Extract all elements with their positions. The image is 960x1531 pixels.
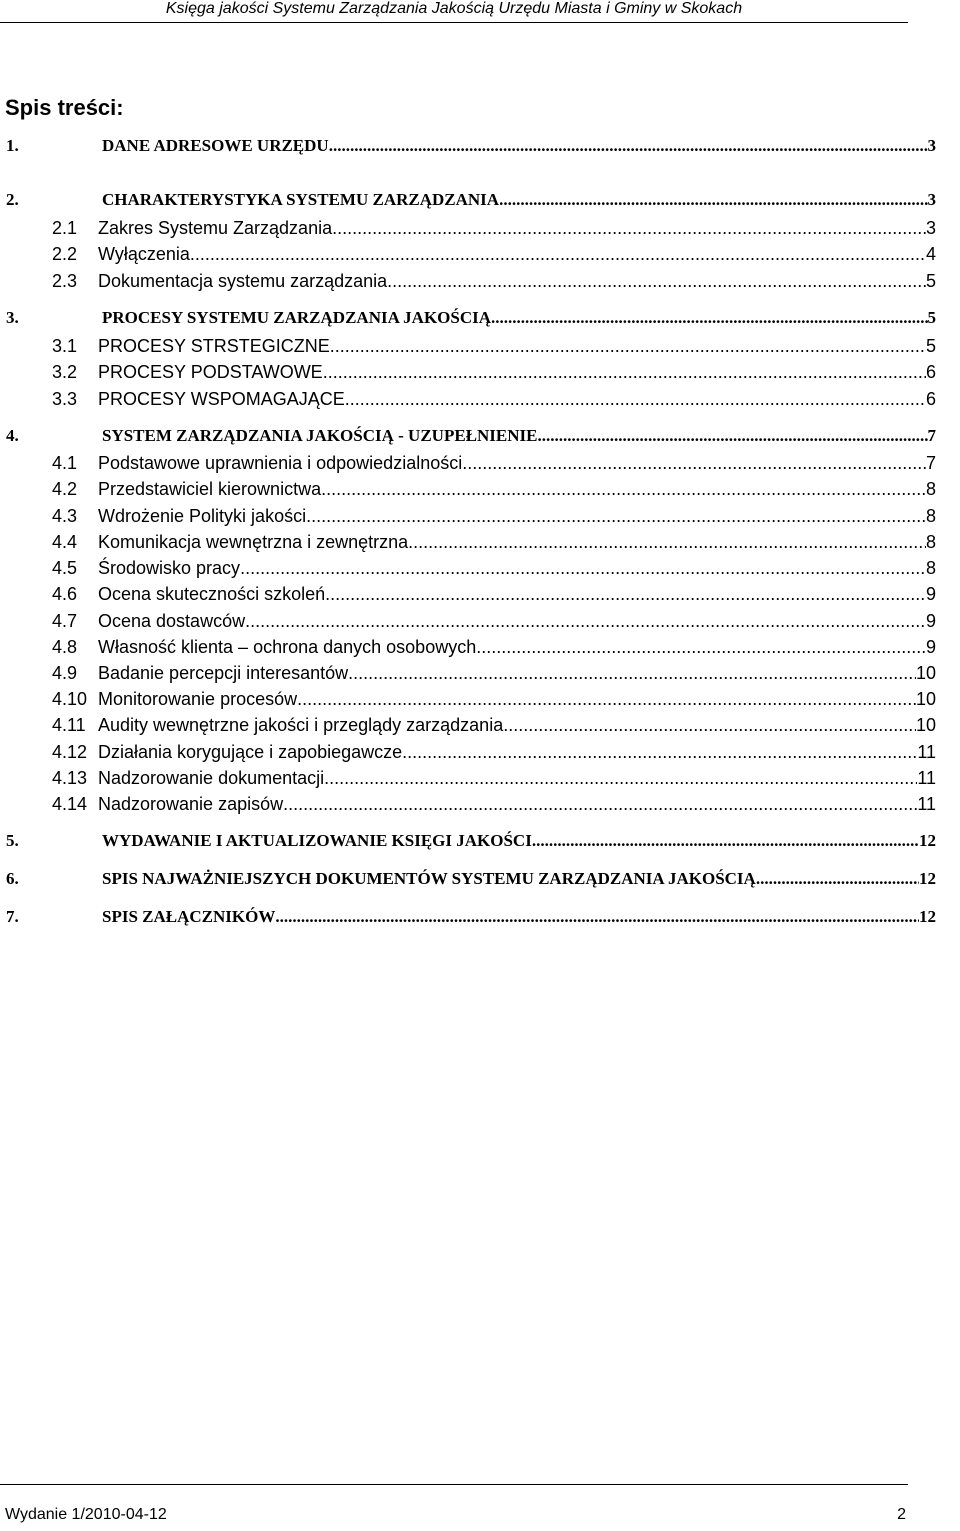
toc-entry-page: 4 (925, 244, 936, 264)
toc-entry-page: 12 (919, 831, 936, 850)
toc-entry-page: 3 (927, 136, 936, 155)
toc-entry-page: 6 (925, 362, 936, 382)
toc-entry[interactable] (6, 907, 936, 927)
toc-entry-number: 6. (6, 869, 19, 888)
toc-entry-page: 10 (915, 715, 936, 735)
toc-entry-leader (408, 531, 926, 553)
toc-entry-number: 2. (6, 190, 19, 209)
toc-entry-title: Monitorowanie procesów (98, 689, 298, 709)
toc-entry-leader (387, 270, 926, 292)
toc-entry-leader (321, 478, 926, 500)
toc-entry-page: 8 (925, 558, 936, 578)
toc-entry-title: Ocena dostawców (98, 611, 246, 631)
toc-title: Spis treści: (5, 95, 124, 120)
toc-entry[interactable] (52, 741, 936, 763)
toc-entry-leader (329, 136, 928, 156)
toc-entry-number: 4.6 (52, 584, 78, 604)
toc-entry-number: 4.3 (52, 506, 78, 526)
toc-entry-title: Dokumentacja systemu zarządzania (98, 271, 388, 291)
footer-divider (0, 1484, 908, 1485)
toc-entry-number: 4.9 (52, 663, 78, 683)
toc-entry[interactable] (52, 452, 936, 474)
toc-entry-leader (756, 869, 919, 889)
toc-entry-number: 4.1 (52, 453, 78, 473)
toc-entry[interactable] (52, 270, 936, 292)
toc-entry[interactable] (52, 714, 936, 736)
toc-entry-page: 3 (925, 218, 936, 238)
toc-entry-title: PROCESY STRSTEGICZNE (98, 336, 330, 356)
toc-entry-number: 4.14 (52, 794, 88, 814)
toc-entry-leader (402, 741, 917, 763)
toc-entry[interactable] (52, 767, 936, 789)
toc-entry-title: Wyłączenia (98, 244, 190, 264)
toc-entry-leader (323, 361, 926, 383)
toc-entry-title: SYSTEM ZARZĄDZANIA JAKOŚCIĄ - UZUPEŁNIENIE (102, 426, 538, 445)
toc-entry-leader (283, 793, 917, 815)
footer-page-number: 2 (897, 1506, 906, 1523)
toc-entry-number: 3.1 (52, 336, 78, 356)
toc-entry[interactable] (6, 831, 936, 851)
toc-entry-leader (324, 767, 917, 789)
toc-entry[interactable] (52, 505, 936, 527)
toc-entry-leader (348, 662, 916, 684)
toc-entry-leader (345, 388, 926, 410)
toc-entry[interactable] (52, 583, 936, 605)
toc-entry-number: 4.8 (52, 637, 78, 657)
toc-entry-number: 2.2 (52, 244, 78, 264)
toc-entry-leader (332, 217, 926, 239)
toc-entry-title: Środowisko pracy (98, 558, 241, 578)
toc-entry-title: Ocena skuteczności szkoleń (98, 584, 326, 604)
toc-entry-page: 3 (927, 190, 936, 209)
toc-entry[interactable] (52, 688, 936, 710)
toc-entry-page: 12 (919, 869, 936, 888)
toc-entry-page: 5 (927, 308, 936, 327)
toc-entry[interactable] (52, 531, 936, 553)
toc-entry-title: CHARAKTERYSTYKA SYSTEMU ZARZĄDZANIA (102, 190, 500, 209)
toc-entry-leader (532, 831, 919, 851)
toc-entry-title: WYDAWANIE I AKTUALIZOWANIE KSIĘGI JAKOŚCI (102, 831, 532, 850)
toc-entry-leader (190, 243, 926, 265)
toc-entry[interactable] (52, 361, 936, 383)
toc-entry-title: Wdrożenie Polityki jakości (98, 506, 307, 526)
toc-entry-page: 11 (917, 794, 936, 814)
footer-edition: Wydanie 1/2010-04-12 (5, 1506, 167, 1523)
toc-entry-leader (330, 335, 926, 357)
toc-entry-title: Własność klienta – ochrona danych osobowych (98, 637, 477, 657)
toc-entry-title: Nadzorowanie dokumentacji (98, 768, 325, 788)
toc-entry-title: Komunikacja wewnętrzna i zewnętrzna (98, 532, 409, 552)
toc-entry[interactable] (6, 136, 936, 156)
toc-entry-title: DANE ADRESOWE URZĘDU (102, 136, 329, 155)
toc-entry-title: Przedstawiciel kierownictwa (98, 479, 322, 499)
toc-entry-number: 2.3 (52, 271, 78, 291)
toc-entry-title: SPIS ZAŁĄCZNIKÓW (102, 907, 276, 926)
toc-entry[interactable] (52, 662, 936, 684)
toc-entry[interactable] (52, 557, 936, 579)
toc-entry-leader (297, 688, 916, 710)
toc-entry[interactable] (6, 308, 936, 328)
toc-entry-number: 4.10 (52, 689, 88, 709)
toc-entry[interactable] (52, 335, 936, 357)
toc-entry-page: 11 (917, 768, 936, 788)
toc-entry[interactable] (52, 610, 936, 632)
toc-entry-page: 7 (927, 426, 936, 445)
toc-entry[interactable] (52, 388, 936, 410)
toc-entry-title: Zakres Systemu Zarządzania (98, 218, 333, 238)
toc-entry-number: 3. (6, 308, 19, 327)
toc-entry-page: 6 (925, 389, 936, 409)
toc-entry-page: 8 (925, 506, 936, 526)
toc-entry-number: 4.12 (52, 742, 88, 762)
toc-entry-title: Badanie percepcji interesantów (98, 663, 349, 683)
toc-entry-page: 5 (925, 271, 936, 291)
toc-entry-leader (325, 583, 926, 605)
toc-entry-number: 2.1 (52, 218, 78, 238)
toc-entry-page: 9 (925, 584, 936, 604)
toc-entry-number: 4.13 (52, 768, 88, 788)
toc-entry[interactable] (52, 217, 936, 239)
toc-entry[interactable] (6, 426, 936, 446)
header-title: Księga jakości Systemu Zarządzania Jakością Urzędu Miasta i Gminy w Skokach (165, 0, 743, 17)
toc-entry-number: 4.4 (52, 532, 78, 552)
toc-entry-number: 7. (6, 907, 19, 926)
toc-entry-number: 4.11 (52, 715, 86, 735)
toc-entry-page: 10 (915, 663, 936, 683)
toc-entry-leader (275, 907, 919, 927)
toc-entry-title: Audity wewnętrzne jakości i przeglądy zarządzania (98, 715, 504, 735)
toc-entry-leader (462, 452, 926, 474)
toc-entry-leader (306, 505, 926, 527)
toc-entry-leader (503, 714, 916, 736)
toc-entry-title: PROCESY SYSTEMU ZARZĄDZANIA JAKOŚCIĄ (102, 308, 492, 327)
toc-entry-leader (240, 557, 926, 579)
toc-entry-leader (537, 426, 927, 446)
toc-entry[interactable] (52, 478, 936, 500)
toc-entry-page: 9 (925, 637, 936, 657)
toc-entry-page: 8 (925, 532, 936, 552)
toc-entry-number: 4.2 (52, 479, 78, 499)
toc-entry-title: PROCESY PODSTAWOWE (98, 362, 323, 382)
toc-entry-page: 12 (919, 907, 936, 926)
toc-entry-title: Podstawowe uprawnienia i odpowiedzialności (98, 453, 463, 473)
toc-entry-title: Nadzorowanie zapisów (98, 794, 284, 814)
toc-entry-page: 8 (925, 479, 936, 499)
toc-entry-number: 4.5 (52, 558, 78, 578)
toc-entry-number: 4.7 (52, 611, 78, 631)
toc-entry[interactable] (6, 190, 936, 210)
toc-entry-number: 1. (6, 136, 19, 155)
toc-entry-number: 5. (6, 831, 19, 850)
toc-entry[interactable] (6, 869, 936, 889)
toc-entry-leader (499, 190, 927, 210)
toc-entry-number: 3.3 (52, 389, 78, 409)
toc-entry-page: 10 (915, 689, 936, 709)
toc-entry[interactable] (52, 793, 936, 815)
toc-entry-leader (476, 636, 926, 658)
toc-entry-leader (245, 610, 926, 632)
toc-entry-page: 11 (917, 742, 936, 762)
toc-entry-page: 9 (925, 611, 936, 631)
toc-entry-title: Działania korygujące i zapobiegawcze (98, 742, 403, 762)
toc-entry-leader (491, 308, 927, 328)
toc-entry[interactable] (52, 243, 936, 265)
toc-entry[interactable] (52, 636, 936, 658)
toc-entry-title: PROCESY WSPOMAGAJĄCE (98, 389, 345, 409)
toc-entry-page: 7 (925, 453, 936, 473)
toc-entry-title: SPIS NAJWAŻNIEJSZYCH DOKUMENTÓW SYSTEMU ZARZĄDZANIA JAKOŚCIĄ (102, 869, 756, 888)
toc-entry-page: 5 (925, 336, 936, 356)
toc-entry-number: 3.2 (52, 362, 78, 382)
toc-entry-number: 4. (6, 426, 19, 445)
